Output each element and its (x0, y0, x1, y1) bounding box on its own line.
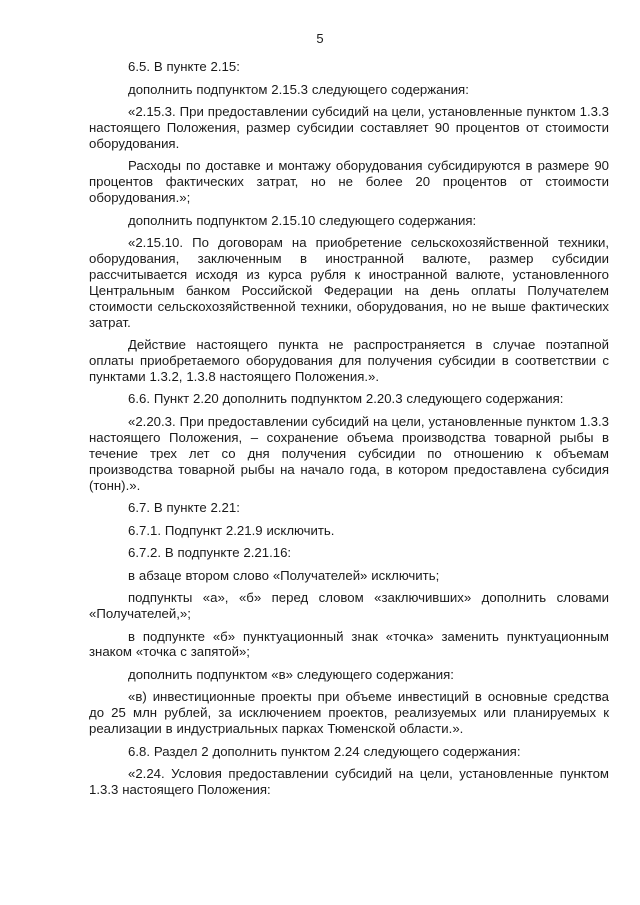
paragraph: дополнить подпунктом 2.15.3 следующего содержания: (128, 81, 469, 97)
paragraph: 6.7.2. В подпункте 2.21.16: (128, 545, 292, 561)
paragraph: 6.5. В пункте 2.15: (128, 59, 240, 74)
paragraph: дополнить подпунктом «в» следующего содержания: (128, 666, 454, 682)
paragraph: «2.20.3. При предоставлении субсидий на цели, установленные пунктом 1.3.3 настоящего Положения, – сохранение объема производства товарной рыбы в течение трех лет со дня получения субсидии по отношению к объемам производства товарной рыбы на начало года, в котором предоставлена субсидия (тонн).». (89, 413, 609, 493)
paragraph: дополнить подпунктом 2.15.10 следующего содержания: (128, 212, 477, 228)
document-body (89, 59, 609, 798)
paragraph: Действие настоящего пункта не распространяется в случае поэтапной оплаты приобретаемого оборудования для получения субсидии в соответствии с пунктами 1.3.2, 1.3.8 настоящего Положения.». (89, 337, 609, 384)
paragraph: 6.6. Пункт 2.20 дополнить подпунктом 2.20.3 следующего содержания: (128, 391, 564, 407)
paragraph: «2.15.3. При предоставлении субсидий на цели, установленные пунктом 1.3.3 настоящего Положения, размер субсидии составляет 90 процентов от стоимости оборудования. (89, 104, 609, 151)
paragraph: подпункты «а», «б» перед словом «заключивших» дополнить словами «Получателей,»; (89, 590, 609, 621)
paragraph: 6.8. Раздел 2 дополнить пунктом 2.24 следующего содержания: (128, 743, 521, 759)
paragraph: Расходы по доставке и монтажу оборудования субсидируются в размере 90 процентов фактических затрат, но не более 20 процентов от стоимости оборудования.»; (89, 158, 609, 206)
paragraph: 6.7.1. Подпункт 2.21.9 исключить. (128, 522, 335, 538)
paragraph: 6.7. В пункте 2.21: (128, 500, 240, 516)
page-number: 5 (316, 31, 324, 46)
paragraph: в подпункте «б» пунктуационный знак «точка» заменить пунктуационным знаком «точка с запятой»; (89, 628, 609, 660)
paragraph: «2.15.10. По договорам на приобретение сельскохозяйственной техники, оборудования, заключенным в иностранной валюте, размер субсидии рассчитывается исходя из курса рубля к иностранной валюте, установленного Центральным банком Российской Федерации на день оплаты Получателем стоимости сельскохозяйственной техники, оборудования, но не выше фактических затрат. (89, 235, 609, 330)
paragraph: в абзаце втором слово «Получателей» исключить; (128, 567, 440, 583)
paragraph: «2.24. Условия предоставлении субсидий на цели, установленные пунктом 1.3.3 настоящего Положения: (89, 766, 609, 798)
paragraph: «в) инвестиционные проекты при объеме инвестиций в основные средства до 25 млн рублей, за исключением проектов, реализуемых или планируемых к реализации в индустриальных парках Тюменской области.». (89, 689, 609, 737)
